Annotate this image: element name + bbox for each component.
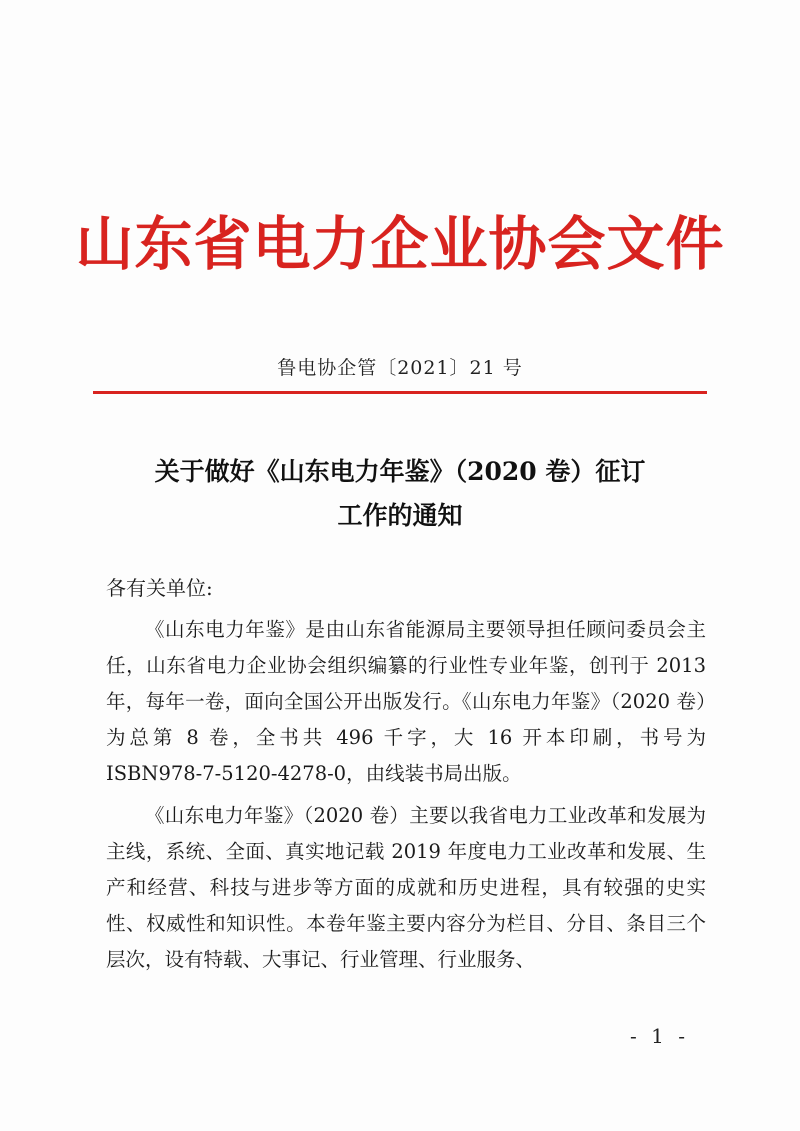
red-divider-line <box>93 391 707 394</box>
document-number: 鲁电协企管〔2021〕21 号 <box>277 357 523 379</box>
organization-header: 山东省电力企业协会文件 <box>75 210 725 278</box>
title-line-1: 关于做好《山东电力年鉴》（2020 卷）征订 <box>154 457 646 486</box>
body-paragraph-2: 《山东电力年鉴》（2020 卷）主要以我省电力工业改革和发展为主线，系统、全面、真实地记载 2019 年度电力工业改革和发展、生产和经营、科技与进步等方面的成就和历史进程，具有较强的史实性、权威性和知识性。本卷年鉴主要内容分为栏目、分目、条目三个层次，设有特载、大事记、行业管理、行业服务、 <box>106 804 706 971</box>
title-line-2: 工作的通知 <box>337 501 463 530</box>
body-paragraph-1: 《山东电力年鉴》是由山东省能源局主要领导担任顾问委员会主任，山东省电力企业协会组织编纂的行业性专业年鉴，创刊于 2013 年，每年一卷，面向全国公开出版发行。《山东电力年鉴》（2020 卷）为总第 8 卷，全书共 496 千字，大 16 开本印刷，书号为 ISBN978-7-5120-4278-0，由线装书局出版。 <box>106 618 706 785</box>
document-title <box>80 450 720 538</box>
page-number: - 1 - <box>630 1024 689 1048</box>
document-body <box>106 612 706 984</box>
salutation: 各有关单位: <box>106 576 213 600</box>
